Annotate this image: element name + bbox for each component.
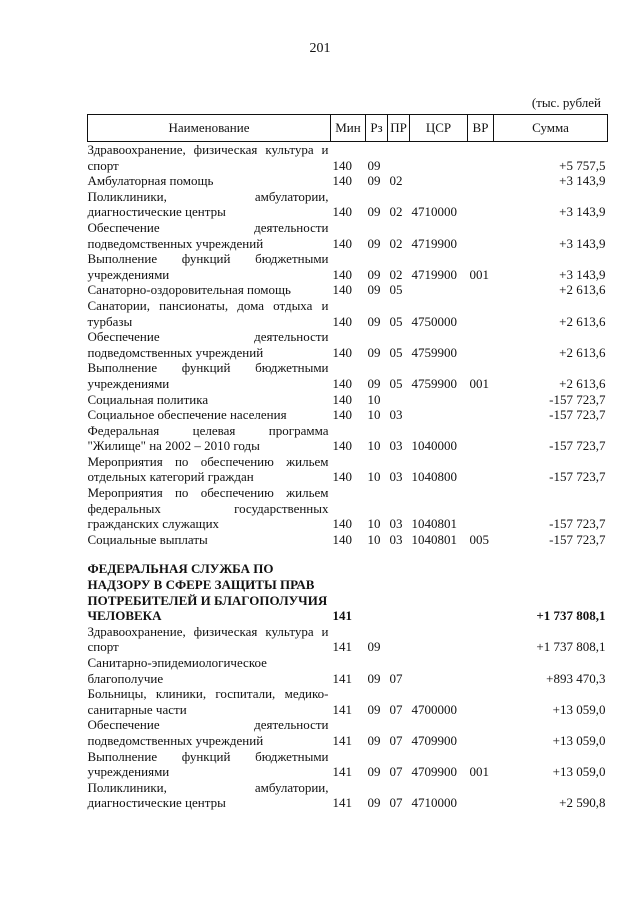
row-sum: +3 143,9	[559, 235, 606, 251]
row-rz: 10	[367, 531, 381, 547]
row-sum: -157 723,7	[549, 391, 606, 407]
row-sum: +2 613,6	[559, 313, 606, 329]
row-csr: 1040801	[411, 516, 457, 532]
row-csr: 4750000	[411, 313, 457, 329]
row-min: 140	[332, 204, 352, 220]
row-min: 140	[332, 438, 352, 454]
table-row	[88, 251, 608, 282]
row-min: 141	[332, 639, 352, 655]
row-vr	[468, 624, 494, 655]
row-pr: 05	[389, 282, 403, 298]
row-rz: 09	[367, 266, 381, 282]
row-sum: +13 059,0	[552, 764, 606, 780]
row-min: 140	[332, 516, 352, 532]
row-min: 140	[332, 235, 352, 251]
table-row	[88, 360, 608, 391]
row-csr: 1040801	[411, 531, 457, 547]
row-sum: +2 590,8	[559, 795, 606, 811]
row-pr: 07	[389, 701, 403, 717]
agency-min: 141	[332, 608, 352, 624]
row-pr: 03	[389, 438, 403, 454]
row-csr: 4759900	[411, 344, 457, 360]
row-vr	[468, 329, 494, 360]
row-name: Мероприятия по обеспечению жильем отдельных категорий граждан	[87, 453, 329, 485]
row-rz: 09	[367, 764, 381, 780]
row-csr	[410, 173, 468, 189]
row-vr	[468, 423, 494, 454]
row-vr: 005	[469, 531, 489, 547]
row-rz: 10	[367, 391, 381, 407]
agency-blank	[366, 561, 494, 623]
row-csr	[410, 392, 468, 408]
table-row	[88, 189, 608, 220]
row-min: 141	[332, 701, 352, 717]
row-name: Обеспечение деятельности подведомственных учреждений	[87, 329, 329, 360]
table-row	[88, 392, 608, 408]
row-pr: 07	[389, 732, 403, 748]
row-rz: 09	[367, 795, 381, 811]
row-name: Социальная политика	[87, 391, 209, 407]
row-vr	[468, 407, 494, 423]
row-vr	[468, 142, 494, 174]
row-min: 140	[332, 173, 352, 189]
row-name: Амбулаторная помощь	[87, 173, 214, 189]
row-pr: 02	[389, 266, 403, 282]
row-pr: 07	[389, 670, 403, 686]
row-vr: 001	[469, 266, 489, 282]
row-pr: 02	[389, 204, 403, 220]
row-min: 140	[332, 375, 352, 391]
row-csr: 4709900	[411, 732, 457, 748]
row-name: Санаторно-оздоровительная помощь	[87, 282, 291, 298]
table-row	[88, 329, 608, 360]
row-name: Поликлиники, амбулатории, диагностические центры	[87, 188, 329, 220]
table-row	[88, 454, 608, 485]
table-row	[88, 749, 608, 780]
table-row	[88, 686, 608, 717]
table-row	[88, 717, 608, 748]
row-sum: +2 613,6	[559, 344, 606, 360]
row-min: 141	[332, 795, 352, 811]
row-vr: 001	[469, 764, 489, 780]
row-name: Обеспечение деятельности подведомственных учреждений	[87, 219, 329, 251]
row-name: Обеспечение деятельности подведомственных учреждений	[87, 717, 329, 748]
row-pr	[388, 142, 410, 174]
row-rz: 09	[367, 670, 381, 686]
row-sum: +3 143,9	[559, 266, 606, 282]
row-rz: 09	[367, 344, 381, 360]
row-min: 140	[332, 344, 352, 360]
table-row	[88, 485, 608, 532]
budget-table	[87, 114, 608, 811]
row-vr	[468, 655, 494, 686]
header-csr: ЦСР	[410, 115, 468, 142]
row-csr: 4719900	[411, 266, 457, 282]
row-name: Выполнение функций бюджетными учреждениями	[87, 748, 329, 780]
row-min: 141	[332, 670, 352, 686]
row-rz: 09	[367, 701, 381, 717]
table-row	[88, 173, 608, 189]
row-min: 141	[332, 764, 352, 780]
row-sum: -157 723,7	[549, 531, 606, 547]
agency-row	[88, 561, 608, 623]
header-name: Наименование	[88, 115, 331, 142]
agency-sum: +1 737 808,1	[536, 608, 606, 624]
row-vr	[468, 189, 494, 220]
row-min: 141	[332, 732, 352, 748]
row-rz: 09	[367, 375, 381, 391]
row-rz: 09	[367, 282, 381, 298]
spacer-cell	[88, 547, 608, 561]
row-name: Здравоохранение, физическая культура и спорт	[87, 623, 329, 655]
row-vr: 001	[469, 375, 489, 391]
row-min: 140	[332, 157, 352, 173]
row-rz: 10	[367, 438, 381, 454]
row-name: Санитарно-эпидемиологическое благополучие	[87, 655, 267, 686]
row-rz: 09	[367, 639, 381, 655]
header-min: Мин	[331, 115, 366, 142]
table-row	[88, 780, 608, 811]
table-row	[88, 220, 608, 251]
table-header	[88, 115, 608, 142]
row-rz: 09	[367, 235, 381, 251]
row-csr: 4710000	[411, 795, 457, 811]
table-row	[88, 423, 608, 454]
row-vr	[468, 392, 494, 408]
row-sum: +3 143,9	[559, 204, 606, 220]
row-name: Федеральная целевая программа "Жилище" на 2002 – 2010 годы	[87, 422, 329, 454]
table-row	[88, 407, 608, 423]
row-csr: 4719900	[411, 235, 457, 251]
row-name: Больницы, клиники, госпитали, медико-санитарные части	[87, 686, 329, 717]
row-vr	[468, 717, 494, 748]
row-csr	[410, 282, 468, 298]
row-pr	[388, 392, 410, 408]
row-sum: +5 757,5	[559, 157, 606, 173]
row-csr	[410, 407, 468, 423]
row-name: Выполнение функций бюджетными учреждениями	[87, 360, 329, 391]
row-sum: -157 723,7	[549, 407, 606, 423]
row-csr: 4710000	[411, 204, 457, 220]
row-rz: 09	[367, 732, 381, 748]
table-row	[88, 532, 608, 548]
row-name: Социальные выплаты	[87, 531, 208, 547]
page-number: 201	[309, 41, 331, 56]
row-csr	[410, 142, 468, 174]
row-sum: +13 059,0	[552, 701, 606, 717]
table-row	[88, 142, 608, 174]
header-sum: Сумма	[494, 115, 608, 142]
row-rz: 09	[367, 157, 381, 173]
row-sum: -157 723,7	[549, 516, 606, 532]
row-pr: 02	[389, 235, 403, 251]
row-sum: -157 723,7	[549, 469, 606, 485]
header-pr: ПР	[388, 115, 410, 142]
row-min: 140	[332, 531, 352, 547]
row-sum: +1 737 808,1	[536, 639, 606, 655]
row-vr	[468, 298, 494, 329]
row-pr: 07	[389, 795, 403, 811]
row-sum: +2 613,6	[559, 282, 606, 298]
row-csr: 1040800	[411, 469, 457, 485]
row-pr	[388, 624, 410, 655]
row-pr: 05	[389, 344, 403, 360]
row-pr: 05	[389, 313, 403, 329]
table-row	[88, 298, 608, 329]
row-pr: 07	[389, 764, 403, 780]
row-pr: 02	[389, 173, 403, 189]
row-pr: 03	[389, 469, 403, 485]
row-vr	[468, 780, 494, 811]
row-sum: +2 613,6	[559, 375, 606, 391]
row-rz: 10	[367, 469, 381, 485]
row-vr	[468, 485, 494, 532]
header-rz: Рз	[366, 115, 388, 142]
row-vr	[468, 454, 494, 485]
table-row	[88, 282, 608, 298]
table-row	[88, 624, 608, 655]
row-rz: 09	[367, 204, 381, 220]
row-pr: 03	[389, 407, 403, 423]
row-csr	[410, 624, 468, 655]
table-row	[88, 655, 608, 686]
row-name: Социальное обеспечение населения	[87, 407, 287, 423]
row-vr	[468, 686, 494, 717]
table-body	[88, 142, 608, 811]
row-rz: 09	[367, 173, 381, 189]
row-min: 140	[332, 313, 352, 329]
row-rz: 10	[367, 407, 381, 423]
row-csr: 1040000	[411, 438, 457, 454]
row-sum: -157 723,7	[549, 438, 606, 454]
row-min: 140	[332, 469, 352, 485]
row-rz: 10	[367, 516, 381, 532]
row-name: Мероприятия по обеспечению жильем федеральных государственных гражданских служащих	[87, 485, 329, 532]
row-sum: +13 059,0	[552, 732, 606, 748]
row-min: 140	[332, 391, 352, 407]
row-csr	[410, 655, 468, 686]
section-spacer	[88, 547, 608, 561]
row-pr: 03	[389, 516, 403, 532]
row-csr: 4759900	[411, 375, 457, 391]
row-pr: 03	[389, 531, 403, 547]
row-sum: +3 143,9	[559, 173, 606, 189]
header-vr: ВР	[468, 115, 494, 142]
row-rz: 09	[367, 313, 381, 329]
row-sum: +893 470,3	[546, 670, 606, 686]
row-name: Выполнение функций бюджетными учреждениями	[87, 251, 329, 282]
row-vr	[468, 282, 494, 298]
agency-name: ФЕДЕРАЛЬНАЯ СЛУЖБА ПО НАДЗОРУ В СФЕРЕ ЗАЩИТЫ ПРАВ ПОТРЕБИТЕЛЕЙ И БЛАГОПОЛУЧИЯ ЧЕЛОВЕКА	[87, 561, 328, 624]
row-name: Поликлиники, амбулатории, диагностические центры	[87, 779, 329, 811]
row-min: 140	[332, 266, 352, 282]
row-vr	[468, 220, 494, 251]
row-name: Санатории, пансионаты, дома отдыха и турбазы	[87, 297, 329, 329]
row-pr: 05	[389, 375, 403, 391]
unit-note: (тыс. рублей	[531, 95, 601, 110]
row-vr	[468, 173, 494, 189]
row-name: Здравоохранение, физическая культура и спорт	[87, 142, 329, 173]
row-min: 140	[332, 282, 352, 298]
row-min: 140	[332, 407, 352, 423]
row-csr: 4700000	[411, 701, 457, 717]
row-csr: 4709900	[411, 764, 457, 780]
